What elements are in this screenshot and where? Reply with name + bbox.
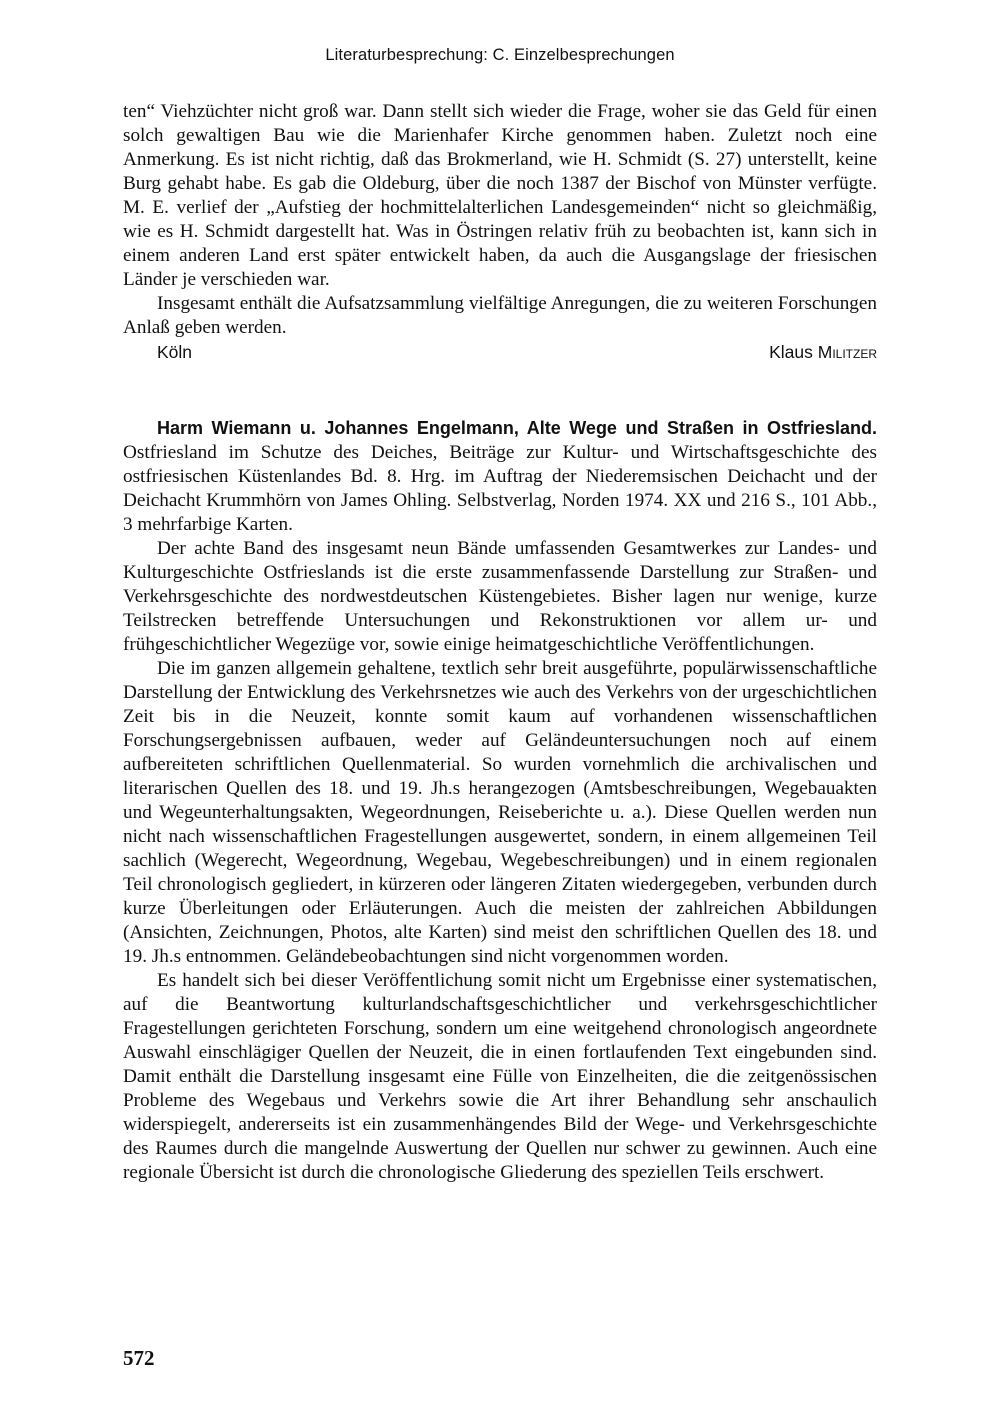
running-head: Literaturbesprechung: C. Einzelbesprechungen — [325, 46, 675, 64]
review-2-heading: Harm Wiemann u. Johannes Engelmann, Alte Wege und Straßen in Ostfriesland. — [157, 418, 877, 438]
signature-author — [769, 340, 877, 364]
review-1-paragraph-2: Insgesamt enthält die Aufsatzsammlung vielfältige Anregungen, die zu weiteren Forschungen Anlaß geben werden. — [123, 293, 877, 338]
review-1-signature — [123, 340, 877, 364]
review-2-paragraph-2: Die im ganzen allgemein gehaltene, textlich sehr breit ausgeführte, populärwissenschaftliche Darstellung der Entwicklung des Verkehrsnetzes wie auch des Verkehrs von der urgeschichtlichen Zeit bis in die Neuzeit, konnte somit kaum auf vorhandenen wissenschaftlichen Forschungsergebnissen aufbauen, weder auf Geländeuntersuchungen noch auf einem aufbereiteten schriftlichen Quellenmaterial. So wurden vornehmlich die archivalischen und literarischen Quellen des 18. und 19. Jh.s herangezogen (Amtsbeschreibungen, Wegebauakten und Wegeunterhaltungsakten, Wegeordnungen, Reiseberichte u. a.). Diese Quellen werden nun nicht nach wissenschaftlichen Fragestellungen ausgewertet, sondern, in einem allgemeinen Teil sachlich (Wegerecht, Wegeordnung, Wegebau, Wegebeschreibungen) und in einem regionalen Teil chronologisch gegliedert, in kürzeren oder längeren Zitaten wiedergegeben, verbunden durch kurze Überleitungen oder Erläuterungen. Auch die meisten der zahlreichen Abbildungen (Ansichten, Zeichnungen, Photos, alte Karten) sind meist den schriftlichen Quellen des 18. und 19. Jh.s entnommen. Geländebeobachtungen sind nicht vorgenommen worden. — [123, 658, 877, 967]
review-2-citation — [123, 416, 877, 537]
review-1-paragraph-1: ten“ Viehzüchter nicht groß war. Dann stellt sich wieder die Frage, woher sie das Geld für einen solch gewaltigen Bau wie die Marienhafer Kirche genommen haben. Zuletzt noch eine Anmerkung. Es ist nicht richtig, daß das Brokmerland, wie H. Schmidt (S. 27) unterstellt, keine Burg gehabt habe. Es gab die Oldeburg, über die noch 1387 der Bischof von Münster verfügte. M. E. verlief der „Aufstieg der hochmittelalterlichen Landesgemeinden“ nicht so gleichmäßig, wie es H. Schmidt dargestellt hat. Was in Östringen relativ früh zu beobachten ist, kann sich in einem anderen Land erst später entwickelt haben, da auch die Ausgangslage der friesischen Länder je verschieden war. — [123, 101, 877, 290]
page-body — [123, 100, 877, 1185]
review-2-paragraph-1: Der achte Band des insgesamt neun Bände umfassenden Gesamtwerkes zur Landes- und Kulturgeschichte Ostfrieslands ist die erste zusammenfassende Darstellung zur Straßen- und Verkehrsgeschichte des nordwestdeutschen Küstengebietes. Bisher lagen nur wenige, kurze Teilstrecken betreffende Untersuchungen und Rekonstruktionen vor allem ur- und frühgeschichtlicher Wegezüge vor, sowie einige heimatgeschichtliche Veröffentlichungen. — [123, 538, 877, 655]
author-first-name: Klaus — [769, 342, 813, 362]
review-2 — [123, 416, 877, 1185]
review-1 — [123, 100, 877, 364]
author-last-name: Militzer — [817, 342, 877, 362]
review-2-bibliography: Ostfriesland im Schutze des Deiches, Beiträge zur Kultur- und Wirtschaftsgeschichte des ostfriesischen Küstenlandes Bd. 8. Hrg. im Auftrag der Niederemsischen Deichacht und der Deichacht Krummhörn von James Ohling. Selbstverlag, Norden 1974. XX und 216 S., 101 Abb., 3 mehrfarbige Karten. — [123, 442, 877, 535]
signature-place: Köln — [157, 342, 193, 362]
review-2-paragraph-3: Es handelt sich bei dieser Veröffentlichung somit nicht um Ergebnisse einer systematischen, auf die Beantwortung kulturlandschaftsgeschichtlicher und verkehrsgeschichtlicher Fragestellungen gerichteten Forschung, sondern um eine weitgehend chronologisch angeordnete Auswahl einschlägiger Quellen der Neuzeit, die in einen fortlaufenden Text eingebunden sind. Damit enthält die Darstellung insgesamt eine Fülle von Einzelheiten, die die zeitgenössischen Probleme des Wegebaus und Verkehrs sowie die Art ihrer Behandlung sehr anschaulich widerspiegelt, andererseits ist ein zusammenhängendes Bild der Wege- und Verkehrsgeschichte des Raumes durch die mangelnde Auswertung der Quellen nur schwer zu gewinnen. Auch eine regionale Übersicht ist durch die chronologische Gliederung des speziellen Teils erschwert. — [123, 970, 877, 1183]
page-number: 572 — [123, 1346, 155, 1370]
